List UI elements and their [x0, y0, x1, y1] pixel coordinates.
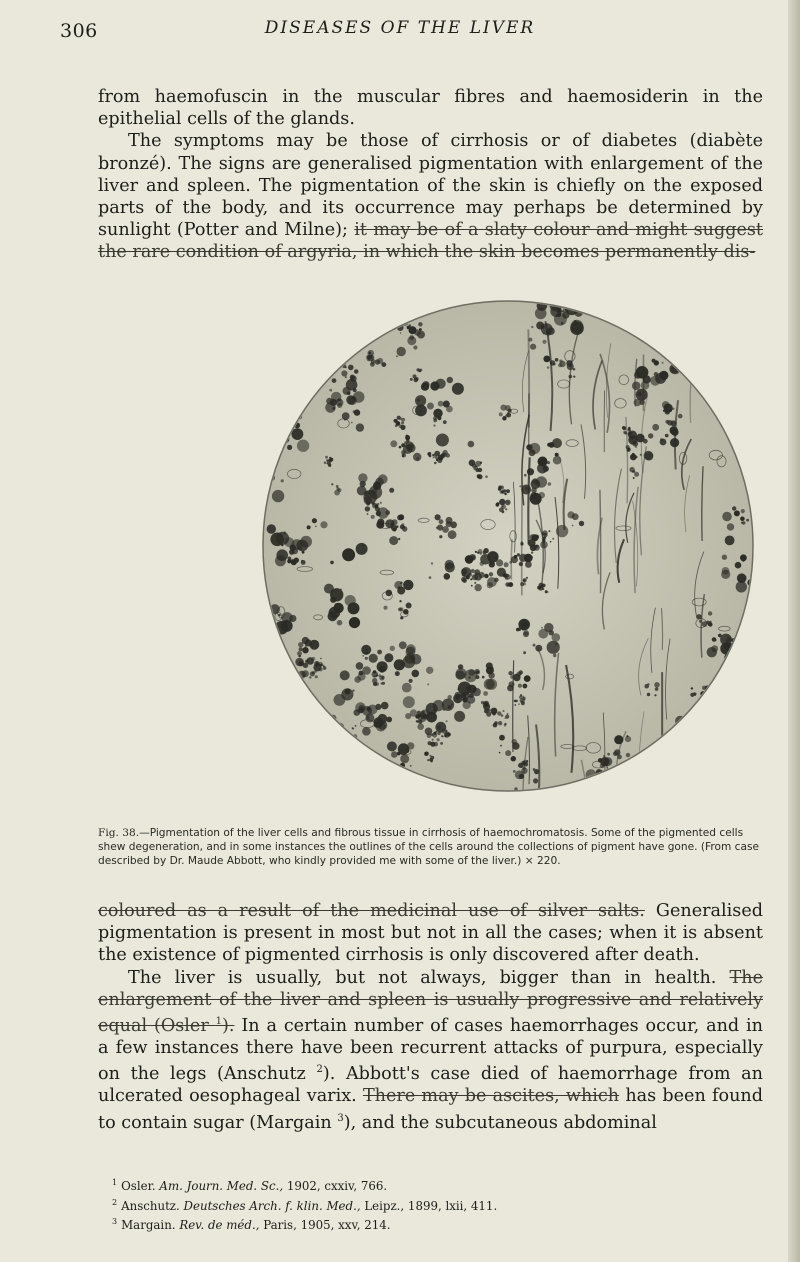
fibrous-strand: [687, 747, 689, 792]
pigment-cluster: [641, 773, 650, 782]
pigment-cluster: [321, 736, 345, 757]
text-block-bottom: [98, 900, 763, 1134]
cell-nucleus: [709, 693, 719, 701]
cell-nucleus: [707, 382, 721, 388]
footnote-source: Am. Journ. Med. Sc.,: [159, 1178, 284, 1193]
paragraph-1: [98, 86, 763, 130]
footnote-source: Deutsches Arch. f. klin. Med.,: [183, 1198, 361, 1213]
footnote-detail: Paris, 1905, xxv, 214.: [263, 1217, 391, 1232]
pigment-cluster: [331, 734, 347, 755]
fibrous-strand: [522, 486, 523, 595]
pigment-cluster: [638, 756, 660, 781]
cell-nucleus: [709, 326, 719, 330]
struck-text-part: ).: [222, 1015, 235, 1036]
paragraph-4-text: In a certain number of cases haemorrhages occur, and in a few instances there have been recurrent attacks of purpura, especially on the legs (Anschutz: [98, 1015, 764, 1085]
figure-caption-text: —Pigmentation of the liver cells and fibrous tissue in cirrhosis of haemochromatosis. Some of the pigmented cells shew degeneration, and in some instances the outlines of the cells around the collections of pigment have gone. (From case described by Dr. Maude Abbott, who kindly provided me with some of the liver.) × 220.: [98, 827, 759, 867]
footnote-number: 3: [112, 1217, 118, 1227]
paragraph-4-text: ). Abbott's case died of haemorrhage from an ulcerated oesophageal varix.: [98, 1064, 763, 1107]
paragraph-3-text: Generalised pigmentation is present in most but not in all the cases; when it is absent the existence of pigmented cirrhosis is only discovered after death.: [98, 901, 763, 966]
footnote: [112, 1214, 752, 1234]
footnote-ref: 3: [337, 1112, 344, 1124]
struck-text: coloured as a result of the medicinal use of silver salts.: [98, 901, 645, 921]
pigment-cluster: [280, 693, 319, 731]
pigment-cluster: [706, 356, 724, 372]
cell-nucleus: [320, 722, 332, 728]
footnote-source: Rev. de méd.,: [179, 1217, 260, 1232]
paragraph-4-text: ), and the subcutaneous abdominal: [343, 1112, 657, 1133]
pigment-cluster: [285, 719, 303, 740]
running-head: DISEASES OF THE LIVER: [264, 18, 536, 38]
pigment-cluster: [292, 701, 303, 712]
cell-nucleus: [674, 766, 683, 775]
text-block-top: [98, 86, 763, 264]
paragraph-2: [98, 130, 763, 263]
micrograph-figure: [262, 300, 754, 792]
footnote-number: 2: [112, 1197, 118, 1207]
paragraph-2-text: The symptoms may be those of cirrhosis or of diabetes (diabète bronzé). The signs are generalised pigmentation with enlargement of the liver and spleen. The pigmentation of the skin is chiefly on the exposed parts of the body, and its occurrence may perhaps be determined by sunlight (Potter and Milne);: [98, 131, 763, 241]
footnote-number: 1: [112, 1178, 118, 1187]
footnote-author: Margain.: [121, 1217, 176, 1232]
footnotes: [112, 1175, 752, 1234]
pigment-cluster: [711, 715, 738, 738]
footnote-author: Anschutz.: [121, 1198, 180, 1213]
struck-text: it may be of a slaty colour and might suggest the rare condition of argyria, in which the skin becomes permanently dis-: [98, 220, 763, 263]
footnote-detail: Leipz., 1899, lxii, 411.: [364, 1198, 498, 1213]
page-edge: [788, 0, 800, 1262]
figure-label: Fig. 38.: [98, 827, 140, 839]
pigment-cluster: [364, 308, 394, 328]
cell-nucleus: [298, 375, 304, 382]
fibrous-strand: [669, 732, 670, 792]
fibrous-strand: [662, 736, 663, 792]
pigment-cluster: [345, 761, 387, 792]
footnote-ref: 1: [215, 1016, 222, 1028]
paragraph-1-text: from haemofuscin in the muscular fibres and haemosiderin in the epithelial cells of the glands.: [98, 87, 763, 130]
paragraph-4-text: The liver is usually, but not always, bigger than in health.: [128, 967, 730, 988]
cell-nucleus: [270, 351, 279, 356]
footnote: [112, 1175, 752, 1195]
cell-nucleus: [330, 332, 345, 342]
pigment-cluster: [272, 388, 286, 400]
pigment-cluster: [719, 331, 738, 352]
cell-nucleus: [743, 629, 754, 635]
paragraph-3: [98, 900, 763, 967]
footnote-author: Osler.: [121, 1178, 156, 1193]
fibrous-strand: [600, 490, 601, 593]
struck-text-part: The enlargement of the liver and spleen is usually progressive and relatively equal (Osler: [98, 967, 763, 1036]
pigment-cluster: [401, 771, 415, 787]
paragraph-4: [98, 967, 763, 1134]
struck-text: There may be ascites, which: [362, 1086, 620, 1107]
pigment-cluster: [262, 369, 287, 393]
cell-nucleus: [697, 340, 713, 350]
paragraph-4-text: has been found to contain sugar (Margain: [98, 1086, 764, 1133]
pigment-cluster: [275, 753, 289, 767]
footnote-ref: 2: [316, 1064, 323, 1076]
figure-caption: [98, 826, 763, 868]
cell-nucleus: [726, 769, 738, 773]
footnote-detail: 1902, cxxiv, 766.: [286, 1178, 388, 1193]
footnote: [112, 1195, 752, 1215]
page-number: 306: [60, 20, 98, 42]
pigment-cluster: [262, 319, 277, 351]
pigment-cluster: [724, 638, 755, 662]
